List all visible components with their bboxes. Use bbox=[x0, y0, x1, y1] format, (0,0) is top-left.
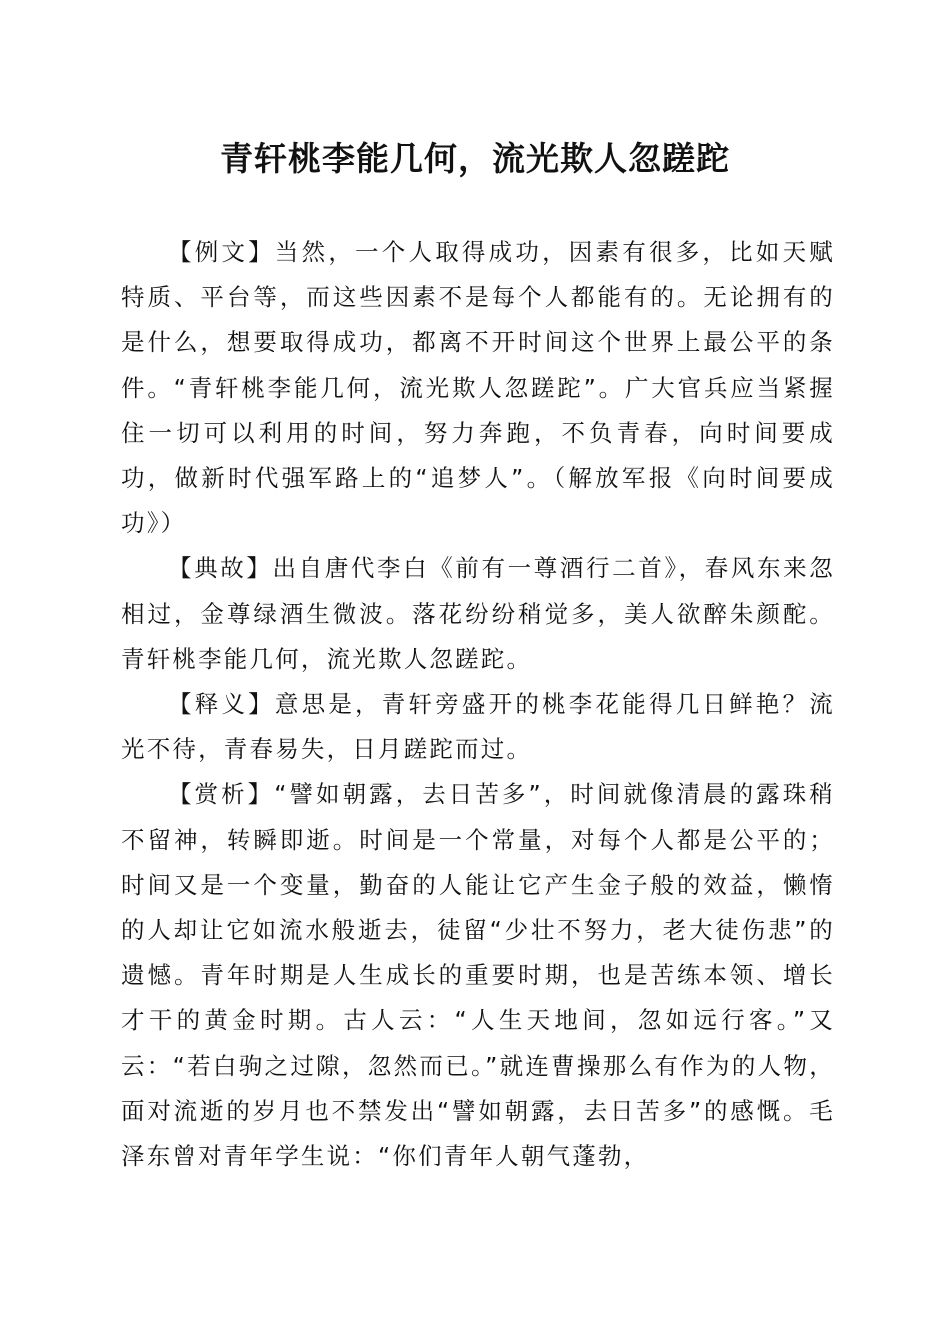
article-body bbox=[121, 230, 835, 1179]
page-title: 青轩桃李能几何，流光欺人忽蹉跎 bbox=[220, 139, 730, 178]
paragraph-meaning: 【释义】意思是，青轩旁盛开的桃李花能得几日鲜艳？流光不待，青春易失，日月蹉跎而过。 bbox=[121, 690, 835, 764]
paragraph-example: 【例文】当然，一个人取得成功，因素有很多，比如天赋特质、平台等，而这些因素不是每个人都能有的。无论拥有的是什么，想要取得成功，都离不开时间这个世界上最公平的条件。“青轩桃李能几何，流光欺人忽蹉跎”。广大官兵应当紧握住一切可以利用的时间，努力奔跑，不负青春，向时间要成功，做新时代强军路上的“追梦人”。（解放军报《向时间要成功》） bbox=[121, 238, 835, 538]
paragraph-allusion: 【典故】出自唐代李白《前有一尊酒行二首》，春风东来忽相过，金尊绿酒生微波。落花纷纷稍觉多，美人欲醉朱颜酡。青轩桃李能几何，流光欺人忽蹉跎。 bbox=[121, 554, 835, 673]
paragraph-appreciation: 【赏析】“譬如朝露，去日苦多”，时间就像清晨的露珠稍不留神，转瞬即逝。时间是一个常量，对每个人都是公平的；时间又是一个变量，勤奋的人能让它产生金子般的效益，懒惰的人却让它如流水般逝去，徒留“少壮不努力，老大徒伤悲”的遗憾。青年时期是人生成长的重要时期，也是苦练本领、增长才干的黄金时期。古人云：“人生天地间，忽如远行客。”又云：“若白驹之过隙，忽然而已。”就连曹操那么有作为的人物，面对流逝的岁月也不禁发出“譬如朝露，去日苦多”的感慨。毛泽东曾对青年学生说：“你们青年人朝气蓬勃， bbox=[121, 780, 835, 1171]
